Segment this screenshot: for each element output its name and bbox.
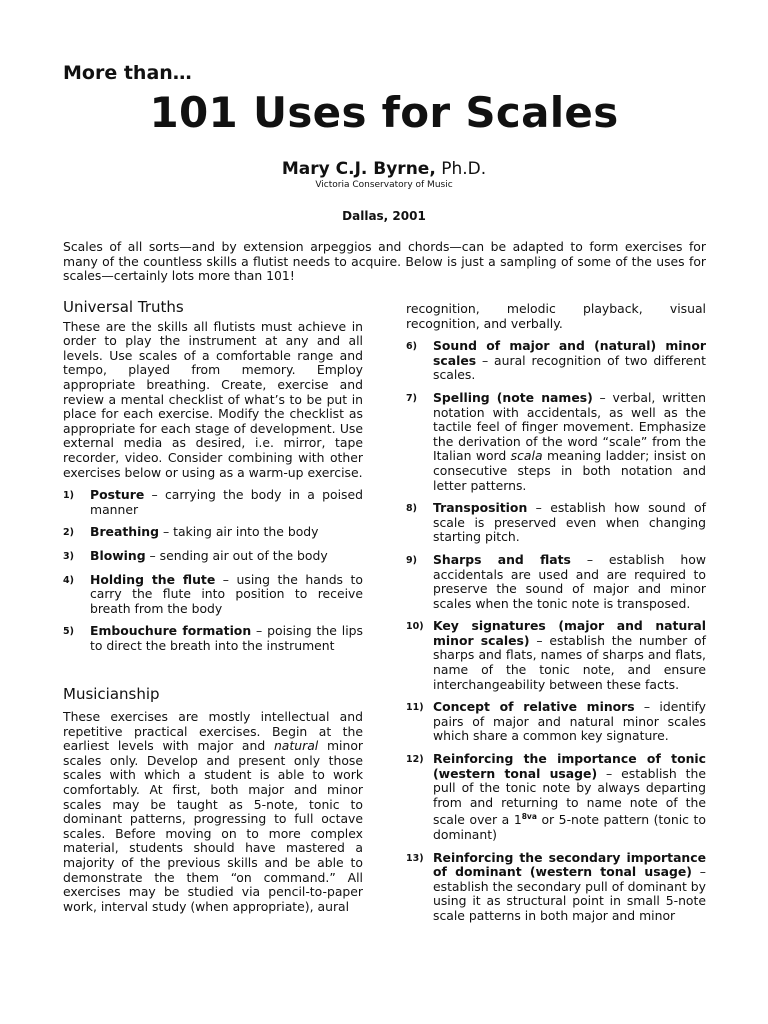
musicianship-emphasis: natural [273,738,319,754]
item-desc: – identify pairs of major and natural minor scales which share a common key signature. [433,699,706,744]
page-title: 101 Uses for Scales [149,88,619,137]
item-emphasis: scala [510,448,543,464]
list-item [406,619,706,692]
left-column [63,300,363,914]
musicianship-paragraph [63,710,363,914]
item-desc: – establish how accidentals are used and are required to preserve the sound of major and minor scales when the tonic note is transposed. [433,551,706,611]
list-item [406,553,706,611]
location-date: Dallas, 2001 [342,209,426,223]
item-term: Concept of relative minors [433,699,635,715]
list-item [63,525,363,541]
author-name: Mary C.J. Byrne, [281,159,436,179]
item-desc: – taking air into the body [159,524,319,540]
list-item [406,851,706,924]
right-column [406,302,706,924]
list-item [63,549,363,565]
item-number: 3) [63,550,74,562]
item-number: 1) [63,490,74,502]
item-desc: or 5-note pattern (tonic to dominant) [433,812,706,842]
list-item [63,488,363,517]
item-desc: – poising the lips to direct the breath into the instrument [90,623,364,653]
item-number: 2) [63,527,74,539]
item-term: Spelling (note names) [433,389,593,405]
item-term: Reinforcing the secondary importance of dominant (western tonal usage) [433,849,706,880]
universal-list [63,488,363,653]
section-heading-universal: Universal Truths [63,298,184,316]
item-desc: – verbal, written notation with accidentals, as well as the tactile feel of finger movement. Emphasize the derivation of the word “scale” from the Italian word [433,389,706,464]
section-heading-musicianship: Musicianship [63,685,160,704]
list-item [63,624,363,653]
item-term: Breathing [90,524,160,540]
pre-title: More than… [63,62,192,84]
musicianship-continued: recognition, melodic playback, visual recognition, and verbally. [406,301,706,331]
list-item [63,573,363,617]
list-item [406,391,706,493]
item-desc: – establish how sound of scale is preserved even when changing starting pitch. [433,500,706,545]
item-desc: – establish the number of sharps and flats, names of sharps and flats, name of the tonic note, and ensure interchangeability between these facts. [433,632,706,692]
item-number: 6) [406,341,417,353]
list-item [406,752,706,843]
musicianship-text-a: These exercises are mostly intellectual and repetitive practical exercises. Begin at the earliest levels with major and [63,709,363,754]
item-desc: – sending air out of the body [145,547,328,563]
item-number: 10) [406,621,424,633]
item-term: Key signatures (major and natural minor scales) [433,618,706,648]
list-item [406,501,706,545]
item-number: 12) [406,754,424,766]
item-term: Transposition [433,500,528,516]
author-degree: Ph.D. [441,159,487,179]
item-term: Blowing [90,547,146,563]
item-number: 8) [406,503,417,515]
affiliation: Victoria Conservatory of Music [315,180,453,190]
intro-paragraph: Scales of all sorts—and by extension arpeggios and chords—can be adapted to form exercises for many of the countless skills a flutist needs to acquire. Below is just a sampling of some of the uses for scales—certainly lots more than 101! [63,239,706,284]
item-desc: meaning ladder; insist on consecutive steps in both notation and letter patterns. [433,448,706,493]
universal-paragraph: These are the skills all flutists must achieve in order to play the instrument at any and all levels. Use scales of a comfortable range and tempo, played from memory. Employ appropriate breathing. Create, exercise and review a mental checklist of what’s to be put in place for each exercise. Modify the checklist as appropriate for each stage of development. Use external media as desired, i.e. mirror, tape recorder, video. Consider combining with other exercises below or using as a warm-up exercise. [63,318,363,480]
musicianship-text-b: minor scales only. Develop and present only those scales with which a student is able to work comfortably. At first, both major and minor scales may be taught as 5-note, tonic to dominant patterns, progressing to full octave scales. Before moving on to more complex material, students should have mastered a majority of the previous skills and be able to demonstrate the them “on command.” All exercises may be studied via pencil-to-paper work, interval study (when appropriate), aural [63,738,363,914]
item-term: Posture [90,487,145,503]
author-line [0,159,768,179]
ottava-superscript: 8va [521,812,537,822]
item-term: Holding the flute [90,571,216,587]
item-number: 4) [63,574,74,586]
item-number: 9) [406,554,417,566]
item-term: Embouchure formation [90,623,252,639]
item-term: Reinforcing the importance of tonic (western tonal usage) [433,751,706,781]
item-number: 7) [406,392,417,404]
list-item [406,700,706,744]
item-number: 11) [406,702,424,714]
item-desc: – using the hands to carry the flute into position to receive breath from the body [90,571,363,616]
item-desc: – aural recognition of two different scales. [433,352,706,383]
list-item [406,339,706,383]
item-desc: – establish the pull of the tonic note by always departing from and returning to name note of the scale over a 1 [433,765,706,828]
item-number: 13) [406,852,424,864]
item-term: Sharps and flats [433,551,571,567]
item-number: 5) [63,626,74,638]
item-desc: – establish the secondary pull of dominant by using it as structural point in small 5-note scale patterns in both major and minor [433,864,706,923]
item-term: Sound of major and (natural) minor scales [433,338,706,368]
item-desc: – carrying the body in a poised manner [90,487,363,517]
